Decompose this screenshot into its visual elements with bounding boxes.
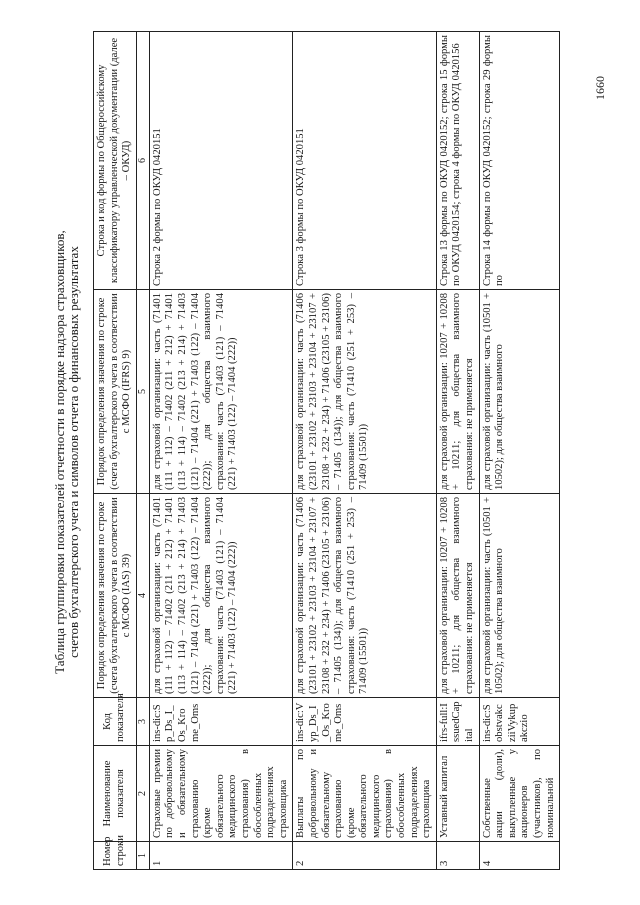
column-number: 2 <box>136 746 149 842</box>
header-row-number: Номер строки <box>94 842 137 870</box>
title-line-1: Таблица группировки показателей отчетности в порядке надзора страховщиков, <box>52 230 67 674</box>
row-number: 4 <box>479 842 560 870</box>
title-line-2: счетов бухгалтерского учета и символов отчета о финансовых результатах <box>66 246 81 658</box>
header-ifrs9: Порядок определения значения по строке (счета бухгалтерского учета в соответствии с МСФО (IFRS) 9) <box>94 290 137 494</box>
ias39-rule: для страховой организации: часть (71406 (23101 + 23102 + 23103 + 23104 + 23107 + 23108 + 232 + 234) + 71406 (23105 + 23106) – 71405 (134)); для общества взаимного страхования: часть (71410 (251 + 253) – 71409 (15501)) <box>293 494 437 698</box>
column-number-row <box>136 32 149 870</box>
table-row <box>436 32 479 870</box>
document-page <box>15 12 625 892</box>
grouping-table <box>93 31 560 870</box>
table-row <box>293 32 437 870</box>
indicator-name: Собственные акции (доли), выкупленные у акционеров (участников), по номинальной <box>479 746 560 842</box>
column-number: 6 <box>136 32 149 290</box>
okud-reference: Строка 13 формы по ОКУД 0420152; строка 15 формы по ОКУД 0420154; строка 4 формы по ОКУД 0420156 <box>436 32 479 290</box>
ifrs9-rule: для страховой организации: часть (71406 (23101 + 23102 + 23103 + 23104 + 23107 + 23108 + 232 + 234) + 71406 (23105 + 23106) – 71405 (134)); для общества взаимного страхования: часть (71410 (251 + 253) – 71409 (15501)) <box>293 290 437 494</box>
header-row <box>94 32 137 870</box>
column-number: 4 <box>136 494 149 698</box>
indicator-name: Страховые премии по добровольному и обязательному страхованию (кроме обязательного медицинского страхования) в обособленных подразделениях страховщика <box>149 746 293 842</box>
okud-reference: Строка 2 формы по ОКУД 0420151 <box>149 32 293 290</box>
table-row <box>149 32 293 870</box>
ias39-rule: для страховой организации: 10207 + 10208 + 10211; для общества взаимного страхования: не применяется <box>436 494 479 698</box>
ifrs9-rule: для страховой организации: 10207 + 10208 + 10211; для общества взаимного страхования: не применяется <box>436 290 479 494</box>
indicator-code: ins-dic:Vyp_Ds_I_Os_Krome_Oms <box>293 698 437 746</box>
okud-reference: Строка 3 формы по ОКУД 0420151 <box>293 32 437 290</box>
header-indicator-code: Код показателя <box>94 698 137 746</box>
column-number: 1 <box>136 842 149 870</box>
indicator-code: ins-dic:Sp_Ds_I_Os_Krome_Oms <box>149 698 293 746</box>
table-row <box>479 32 560 870</box>
row-number: 1 <box>149 842 293 870</box>
header-indicator-name: Наименование показателя <box>94 746 137 842</box>
page-number: 1660 <box>593 76 607 100</box>
header-ias39: Порядок определения значения по строке (счета бухгалтерского учета в соответствии с МСФО (IAS) 39) <box>94 494 137 698</box>
ifrs9-rule: для страховой организации: часть (71401 (111 + 112) – 71402 (211 + 212) + 71401 (113 + 114) – 71402 (213 + 214) + 71403 (121) – 71404 (221) + 71403 (122) – 71404 (222)); для общества взаимного страхования: часть (71403 (121) – 71404 (221) + 71403 (122) – 71404 (222)) <box>149 290 293 494</box>
header-okud: Строка и код формы по Общероссийскому классификатору управленческой документации (далее – ОКУД) <box>94 32 137 290</box>
indicator-code: ins-dic:SobstvakcziiVykupakczio <box>479 698 560 746</box>
indicator-code: ifrs-full:IssuedCapital <box>436 698 479 746</box>
indicator-name: Уставный капитал <box>436 746 479 842</box>
table-title <box>53 12 81 892</box>
indicator-name: Выплаты по добровольному и обязательному страхованию (кроме обязательного медицинского страхования) в обособленных подразделениях страховщика <box>293 746 437 842</box>
okud-reference: Строка 14 формы по ОКУД 0420152; строка 29 формы по <box>479 32 560 290</box>
column-number: 5 <box>136 290 149 494</box>
ias39-rule: для страховой организации: часть (71401 (111 + 112) – 71402 (211 + 212) + 71401 (113 + 114) – 71402 (213 + 214) + 71403 (121) – 71404 (221) + 71403 (122) – 71404 (222)); для общества взаимного страхования: часть (71403 (121) – 71404 (221) + 71403 (122) – 71404 (222)) <box>149 494 293 698</box>
column-number: 3 <box>136 698 149 746</box>
ias39-rule: для страховой организации: часть (10501 + 10502); для общества взаимного <box>479 494 560 698</box>
row-number: 3 <box>436 842 479 870</box>
ifrs9-rule: для страховой организации: часть (10501 + 10502); для общества взаимного <box>479 290 560 494</box>
row-number: 2 <box>293 842 437 870</box>
